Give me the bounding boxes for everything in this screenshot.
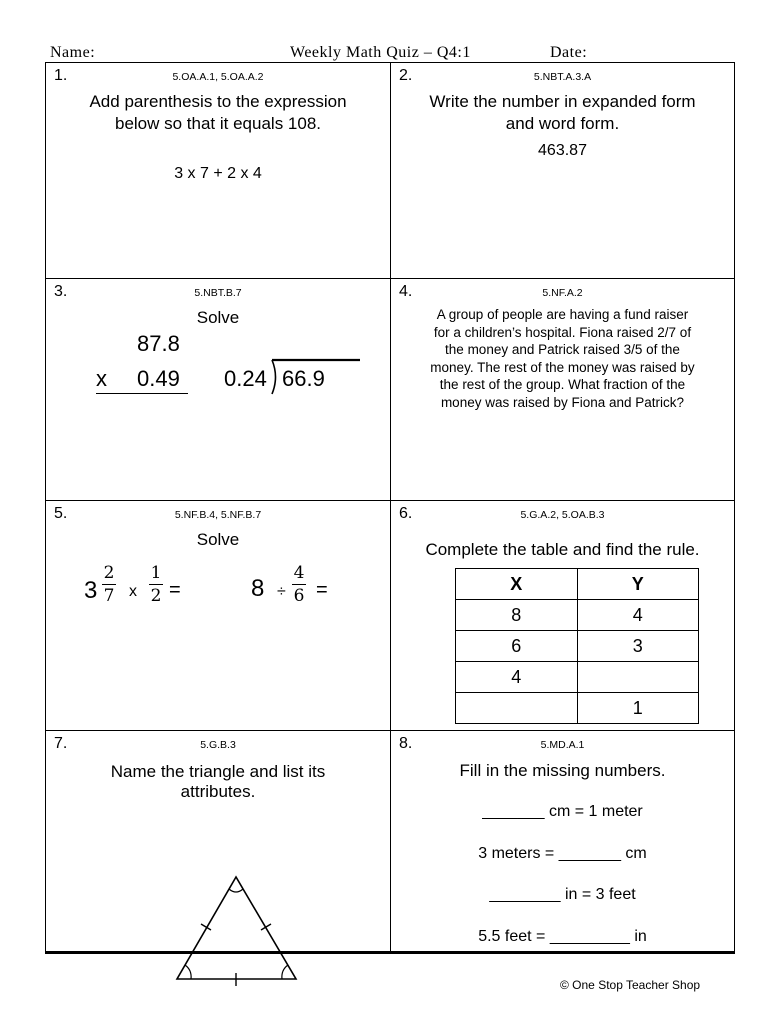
mixed-whole: 3 bbox=[84, 577, 98, 604]
question-7 bbox=[46, 731, 391, 952]
table-header-row bbox=[456, 569, 699, 600]
fraction-4-6: 4 6 bbox=[293, 563, 305, 606]
table-cell bbox=[577, 662, 699, 693]
word-problem-line: money. The rest of the money was raised by bbox=[430, 359, 695, 375]
column-header-y: Y bbox=[577, 569, 699, 600]
prompt-solve: Solve bbox=[196, 530, 240, 549]
table-cell bbox=[456, 693, 578, 724]
table-cell: 6 bbox=[456, 631, 578, 662]
question-number: 7. bbox=[54, 735, 68, 752]
quiz-title: Weekly Math Quiz – Q4:1 bbox=[290, 44, 471, 61]
divide-sign: ÷ bbox=[277, 583, 286, 600]
multiplier: 0.49 bbox=[137, 366, 180, 391]
question-1 bbox=[46, 63, 391, 279]
multiply-sign: x bbox=[96, 366, 107, 391]
prompt-line-2: and word form. bbox=[505, 114, 620, 133]
equals-sign: = bbox=[169, 579, 181, 601]
expression: 3 x 7 + 2 x 4 bbox=[174, 165, 262, 182]
table-row bbox=[456, 662, 699, 693]
question-number: 6. bbox=[399, 505, 413, 522]
question-8 bbox=[391, 731, 734, 952]
standard-code: 5.G.B.3 bbox=[200, 739, 236, 751]
standard-code: 5.NBT.A.3.A bbox=[533, 71, 592, 83]
question-5 bbox=[46, 501, 391, 731]
standard-code: 5.OA.A.1, 5.OA.A.2 bbox=[172, 71, 264, 83]
standard-code: 5.NF.B.4, 5.NF.B.7 bbox=[174, 509, 262, 521]
xy-table bbox=[455, 568, 699, 724]
conversion-line: _______ cm = 1 meter bbox=[482, 803, 643, 820]
word-problem-line: for a children’s hospital. Fiona raised 2/7 of bbox=[433, 324, 692, 340]
copyright-footer: © One Stop Teacher Shop bbox=[560, 978, 701, 992]
standard-code: 5.NF.A.2 bbox=[542, 287, 583, 299]
conversion-line: 5.5 feet = _________ in bbox=[478, 928, 647, 945]
equals-sign: = bbox=[316, 579, 328, 601]
conversion-line: 3 meters = _______ cm bbox=[478, 845, 647, 862]
dividend-whole: 8 bbox=[251, 575, 265, 602]
table-cell: 1 bbox=[577, 693, 699, 724]
prompt-line-1: Name the triangle and list its bbox=[110, 762, 326, 781]
table-row bbox=[456, 631, 699, 662]
table-row bbox=[456, 693, 699, 724]
question-4 bbox=[391, 279, 734, 501]
table-cell: 3 bbox=[577, 631, 699, 662]
word-problem-line: money was raised by Fiona and Patrick? bbox=[440, 394, 685, 410]
word-problem-line: A group of people are having a fund raiser bbox=[436, 307, 689, 322]
conversion-line: ________ in = 3 feet bbox=[489, 886, 636, 903]
quiz-header bbox=[48, 42, 738, 64]
prompt-line-2: attributes. bbox=[180, 782, 256, 801]
number-value: 463.87 bbox=[538, 142, 587, 159]
fraction-1-2: 1 2 bbox=[150, 563, 162, 606]
prompt-line-1: Add parenthesis to the expression bbox=[89, 92, 347, 111]
word-problem-line: the money and Patrick raised 3/5 of the bbox=[445, 342, 680, 357]
name-label: Name: bbox=[50, 44, 96, 61]
question-number: 8. bbox=[399, 735, 413, 752]
table-row bbox=[456, 600, 699, 631]
prompt: Fill in the missing numbers. bbox=[459, 761, 666, 780]
table-cell: 8 bbox=[456, 600, 578, 631]
date-label: Date: bbox=[550, 44, 588, 61]
prompt-line-1: Write the number in expanded form bbox=[429, 92, 696, 111]
question-3 bbox=[46, 279, 391, 501]
times-sign: x bbox=[129, 583, 137, 600]
question-2 bbox=[391, 63, 734, 279]
prompt-line-2: below so that it equals 108. bbox=[114, 114, 322, 133]
multiplicand: 87.8 bbox=[137, 331, 180, 356]
fraction-2-7: 2 7 bbox=[103, 563, 115, 606]
word-problem-line: the rest of the group. What fraction of the bbox=[439, 377, 686, 392]
question-number: 3. bbox=[54, 283, 68, 300]
table-cell: 4 bbox=[577, 600, 699, 631]
question-number: 5. bbox=[54, 505, 68, 522]
table-cell: 4 bbox=[456, 662, 578, 693]
standard-code: 5.MD.A.1 bbox=[540, 739, 585, 751]
underline bbox=[96, 393, 188, 394]
equilateral-triangle-figure bbox=[170, 869, 302, 989]
standard-code: 5.G.A.2, 5.OA.B.3 bbox=[520, 509, 605, 521]
standard-code: 5.NBT.B.7 bbox=[194, 287, 242, 299]
question-number: 1. bbox=[54, 67, 68, 84]
quiz-grid bbox=[45, 62, 735, 954]
question-number: 2. bbox=[399, 67, 413, 84]
dividend: 66.9 bbox=[282, 366, 325, 391]
column-header-x: X bbox=[456, 569, 578, 600]
prompt-solve: Solve bbox=[196, 308, 240, 327]
question-number: 4. bbox=[399, 283, 413, 300]
prompt: Complete the table and find the rule. bbox=[425, 540, 700, 559]
divisor: 0.24 bbox=[224, 366, 267, 391]
